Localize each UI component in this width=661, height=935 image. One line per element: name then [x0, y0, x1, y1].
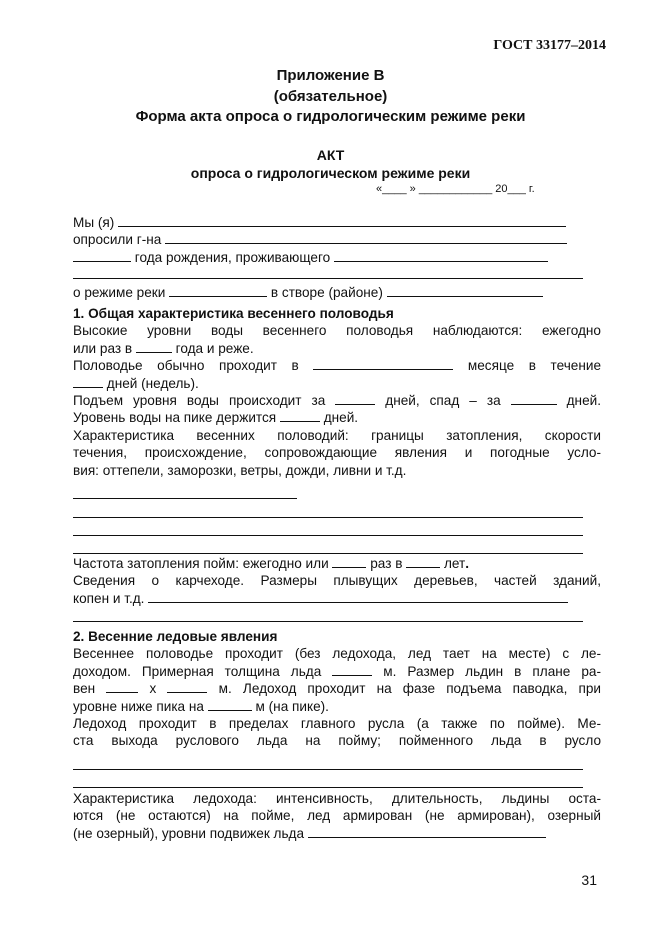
section2-p1c [73, 680, 601, 697]
section2 [73, 628, 601, 750]
debris-field[interactable] [148, 590, 568, 603]
section2-p3a: Характеристика ледохода: интенсивность, длительность, льдины оста- [73, 791, 601, 806]
section2-p2a: Ледоход проходит в пределах главного русла (а также по пойме). Ме- [73, 716, 601, 732]
fall-days-field[interactable] [511, 392, 557, 405]
p3-mid: дней, спад – за [385, 393, 501, 409]
intro-river-line [73, 284, 601, 301]
intro-we-label: Мы (я) [73, 215, 115, 230]
section1-p4 [73, 409, 601, 426]
birth-year-field[interactable] [73, 249, 131, 262]
section2-p3c [73, 825, 601, 842]
p1c-x: х [149, 681, 157, 697]
p1b2-post: м. Размер льдин в плане ра- [383, 663, 601, 679]
intro-river-label: о режиме реки [73, 284, 166, 300]
p1b-post: года и реже. [175, 340, 254, 356]
p1b2-pre: доходом. Примерная толщина льда [73, 663, 322, 679]
section2-p1b [73, 663, 601, 680]
intro-surveyed-label: опросили г-на [73, 232, 162, 248]
section2-p2b: ста выхода руслового льда на пойму; пойменного льда в русло [73, 733, 601, 749]
flood-count-field[interactable] [332, 555, 366, 568]
flood-notes-line-2[interactable] [73, 517, 583, 518]
section1-p1a: Высокие уровни воды весеннего половодья наблюдаются: ежегодно [73, 323, 601, 339]
p6-pre: Частота затопления пойм: ежегодно или [73, 556, 329, 571]
residence-field[interactable] [334, 249, 548, 262]
flood-notes-line-3[interactable] [73, 535, 583, 536]
p3c-text: (не озерный), уровни подвижек льда [73, 825, 305, 841]
section2-p3b: ются (не остаются) на пойме, лед армирован (не армирован), озерный [73, 808, 601, 824]
intro-blank-line [73, 266, 601, 283]
years-field[interactable] [136, 340, 172, 353]
duration-field[interactable] [73, 375, 103, 388]
floe-length-field[interactable] [106, 680, 138, 693]
standard-number: ГОСТ 33177–2014 [493, 38, 606, 53]
section1-p2a [73, 357, 601, 374]
appendix-status: (обязательное) [273, 88, 388, 105]
site-field[interactable] [387, 284, 543, 297]
act-date-line: «____ » ____________ 20___ г. [376, 183, 535, 195]
residence-field-continued[interactable] [73, 266, 583, 279]
ice-thickness-field[interactable] [332, 663, 372, 676]
p6-mid: раз в [370, 556, 403, 571]
appendix-subtitle: Форма акта опроса о гидрологическим режиме реки [135, 108, 526, 125]
appendix-title: Приложение В [276, 67, 385, 84]
section1-p2b [73, 375, 601, 392]
section1-cont [73, 555, 601, 607]
section1-p5a: Характеристика весенних половодий: границы затопления, скорости [73, 427, 601, 443]
floe-width-field[interactable] [167, 680, 207, 693]
p3-post: дней. [566, 393, 601, 409]
act-subtitle: опроса о гидрологическом режиме реки [190, 165, 471, 181]
section1-p7b [73, 590, 601, 607]
river-field[interactable] [169, 284, 267, 297]
debris-line-2[interactable] [73, 621, 583, 622]
section1-p1b [73, 340, 601, 357]
act-title: АКТ [316, 147, 345, 163]
section1-p6 [73, 555, 601, 572]
ice-shift-levels-field[interactable] [308, 825, 546, 838]
section2-p1a: Весеннее половодье проходит (без ледохода, лед тает на месте) с ле- [73, 646, 601, 662]
section1-p7a: Сведения о карчеходе. Размеры плывущих деревьев, частей зданий, [73, 573, 601, 589]
flood-notes-line-4[interactable] [73, 553, 583, 554]
page-number: 31 [581, 872, 597, 888]
ice-exit-line-1[interactable] [73, 769, 583, 770]
section2-p1d [73, 698, 601, 715]
section1-p3 [73, 392, 601, 409]
p6-dot: . [465, 556, 470, 571]
ice-exit-line-2[interactable] [73, 787, 583, 788]
flood-notes-line-1[interactable] [73, 498, 297, 499]
p6-post: лет [444, 556, 466, 571]
p4-post: дней. [323, 410, 359, 426]
surveyed-field[interactable] [165, 231, 567, 244]
p1c-pre: вен [73, 681, 96, 697]
section1-heading: 1. Общая характеристика весеннего половодья [73, 306, 394, 321]
we-field[interactable] [118, 214, 566, 227]
level-below-peak-field[interactable] [208, 698, 252, 711]
p1c-post: м. Ледоход проходит на фазе подъема паводка, при [218, 681, 602, 697]
p1d-post: м (на пике). [255, 698, 329, 714]
month-field[interactable] [313, 357, 453, 370]
intro-we-line [73, 214, 601, 231]
section1-p5b: течения, происхождение, сопровождающие явления и погодные усло- [73, 445, 601, 461]
flood-years-field[interactable] [406, 555, 440, 568]
intro-surveyed-line [73, 231, 601, 248]
section1 [73, 305, 601, 479]
intro-birth-line [73, 249, 601, 266]
intro-birth-label: года рождения, проживающего [134, 249, 331, 265]
p2b-text: дней (недель). [106, 375, 199, 391]
section2-cont [73, 790, 601, 842]
p7b-text: копен и т.д. [73, 590, 145, 606]
p3-pre: Подъем уровня воды происходит за [73, 393, 326, 409]
p2a-post: месяце в течение [467, 358, 601, 374]
p2a-pre: Половодье обычно проходит в [73, 358, 299, 374]
p4-pre: Уровень воды на пике держится [73, 410, 277, 426]
peak-days-field[interactable] [280, 409, 320, 422]
p1b-pre: или раз в [73, 340, 133, 356]
p1d-pre: уровне ниже пика на [73, 698, 204, 714]
section1-p5c: вия: оттепели, заморозки, ветры, дожди, ливни и т.д. [73, 462, 407, 478]
intro-block [73, 214, 601, 301]
intro-site-label: в створе (районе) [270, 284, 383, 300]
rise-days-field[interactable] [335, 392, 375, 405]
section2-heading: 2. Весенние ледовые явления [73, 629, 278, 644]
